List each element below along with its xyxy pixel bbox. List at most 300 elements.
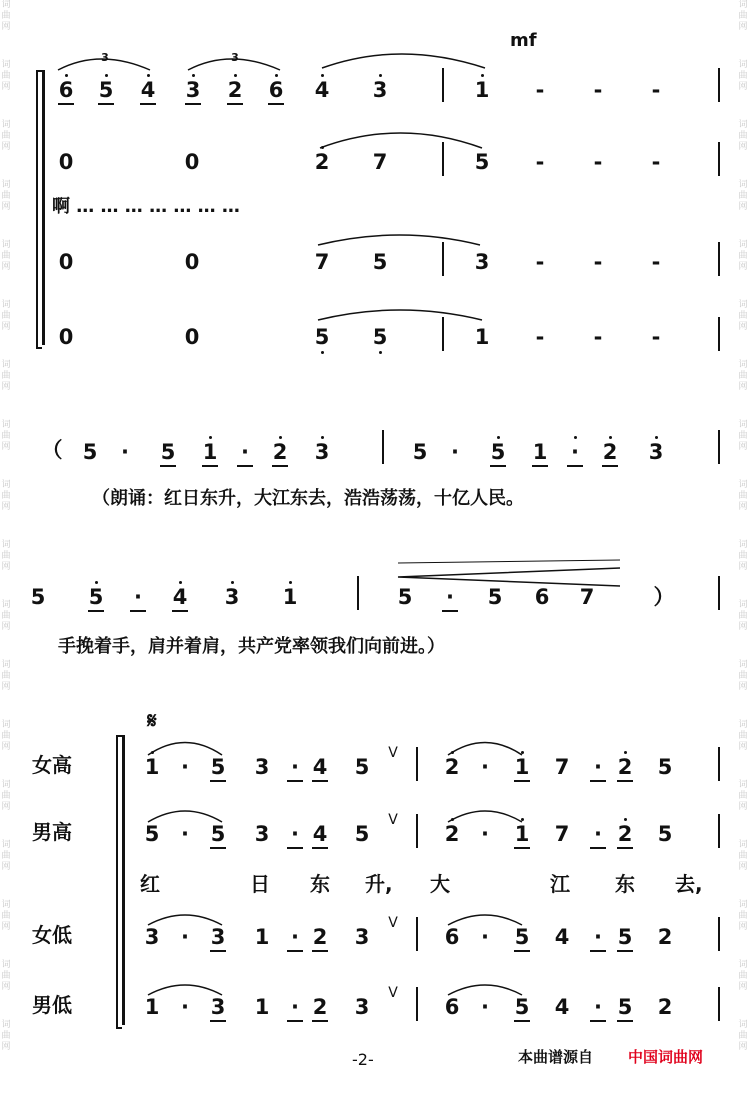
watermark-char: 曲 — [1, 11, 11, 21]
barline — [718, 576, 720, 610]
watermark-char: 曲 — [1, 371, 11, 381]
underline-beam — [514, 1020, 530, 1022]
underline-beam — [312, 1020, 328, 1022]
underline-beam — [210, 780, 226, 782]
barline — [416, 814, 418, 848]
watermark-char: 词 — [1, 60, 11, 70]
barline — [718, 430, 720, 464]
note: 4 — [172, 585, 188, 609]
note: 3 — [372, 78, 388, 102]
underline-beam — [58, 103, 74, 105]
page-number: -2- — [352, 1050, 374, 1069]
watermark-char: 网 — [738, 142, 748, 152]
source-site-link[interactable]: 中国词曲网 — [628, 1048, 704, 1066]
watermark-char: 网 — [738, 202, 748, 212]
note: - — [535, 78, 545, 102]
octave-dot-low — [321, 351, 324, 354]
note: 2 — [444, 755, 460, 779]
watermark-char: 曲 — [1, 431, 11, 441]
watermark-char: 曲 — [738, 191, 748, 201]
barline — [718, 917, 720, 951]
note: · — [594, 755, 602, 779]
watermark-char: 词 — [1, 120, 11, 130]
note: - — [593, 78, 603, 102]
note: 5 — [657, 755, 673, 779]
watermark-char: 词 — [1, 540, 11, 550]
watermark-char: 网 — [1, 442, 11, 452]
octave-dot-high — [574, 436, 577, 439]
note: 1 — [144, 755, 160, 779]
watermark-char: 曲 — [738, 731, 748, 741]
note: 7 — [372, 150, 388, 174]
watermark-char: 词 — [1, 1020, 11, 1030]
watermark-char: 曲 — [738, 971, 748, 981]
watermark-char: 网 — [1, 22, 11, 32]
underline-beam — [514, 780, 530, 782]
watermark-char: 曲 — [1, 191, 11, 201]
barline — [718, 814, 720, 848]
watermark-char: 曲 — [738, 11, 748, 21]
underline-beam — [98, 103, 114, 105]
note: 5 — [98, 78, 114, 102]
underline-beam — [490, 465, 506, 467]
underline-beam — [617, 780, 633, 782]
note: 1 — [474, 78, 490, 102]
watermark-char: 网 — [1, 562, 11, 572]
note: 4 — [140, 78, 156, 102]
note: 2 — [312, 995, 328, 1019]
note: 3 — [474, 250, 490, 274]
barline — [442, 68, 444, 102]
lyric-syllable: 东 — [615, 872, 635, 896]
note: 5 — [474, 150, 490, 174]
watermark-char: 曲 — [738, 311, 748, 321]
underline-beam — [617, 1020, 633, 1022]
watermark-char: 网 — [1, 622, 11, 632]
note: 3 — [210, 995, 226, 1019]
watermark-char: 词 — [738, 960, 748, 970]
watermark-char: 网 — [738, 982, 748, 992]
note: 5 — [210, 755, 226, 779]
note: - — [593, 150, 603, 174]
note: 5 — [487, 585, 503, 609]
watermark-char: 曲 — [1, 251, 11, 261]
watermark-char: 词 — [1, 180, 11, 190]
watermark-char: 曲 — [1, 311, 11, 321]
note: 5 — [372, 325, 388, 349]
watermark-char: 曲 — [738, 791, 748, 801]
watermark-char: 曲 — [1, 671, 11, 681]
watermark-char: 网 — [738, 562, 748, 572]
note: 6 — [58, 78, 74, 102]
breath-mark: V — [388, 745, 398, 761]
watermark-char: 曲 — [1, 491, 11, 501]
lyric-syllable: 去, — [675, 872, 703, 896]
watermark-char: 词 — [738, 900, 748, 910]
octave-dot-high — [275, 74, 278, 77]
underline-beam — [272, 465, 288, 467]
underline-beam — [88, 610, 104, 612]
watermark-char: 曲 — [738, 1031, 748, 1041]
watermark-char: 曲 — [1, 911, 11, 921]
octave-dot-high — [65, 74, 68, 77]
barline — [416, 917, 418, 951]
octave-dot-high — [451, 818, 454, 821]
watermark-char: 网 — [1, 742, 11, 752]
note: 6 — [534, 585, 550, 609]
triplet-mark-1: 3 — [101, 51, 109, 64]
system-line-3 — [122, 735, 125, 1025]
barline — [718, 242, 720, 276]
lyric-syllable: 东 — [310, 872, 330, 896]
watermark-char: 词 — [738, 240, 748, 250]
underline-beam — [590, 780, 606, 782]
note: · — [481, 755, 489, 779]
watermark-char: 词 — [738, 180, 748, 190]
note: 2 — [657, 995, 673, 1019]
lyric-syllable: 升, — [365, 872, 393, 896]
note: 2 — [617, 822, 633, 846]
octave-dot-high — [624, 751, 627, 754]
note: · — [291, 925, 299, 949]
watermark-char: 词 — [738, 120, 748, 130]
watermark-char: 词 — [738, 300, 748, 310]
underline-beam — [312, 950, 328, 952]
watermark-char: 网 — [1, 862, 11, 872]
watermark-char: 词 — [1, 360, 11, 370]
watermark-char: 词 — [738, 540, 748, 550]
note: 5 — [514, 995, 530, 1019]
note: · — [481, 995, 489, 1019]
underline-beam — [237, 465, 253, 467]
watermark-char: 网 — [1, 202, 11, 212]
watermark-char: 网 — [738, 682, 748, 692]
octave-dot-high — [231, 581, 234, 584]
note: 3 — [224, 585, 240, 609]
underline-beam — [617, 847, 633, 849]
note: · — [594, 995, 602, 1019]
watermark-char: 词 — [738, 780, 748, 790]
note: · — [451, 440, 459, 464]
watermark-char: 网 — [738, 922, 748, 932]
note: · — [241, 440, 249, 464]
underline-beam — [442, 610, 458, 612]
note: 4 — [554, 995, 570, 1019]
note: ） — [653, 585, 675, 609]
underline-beam — [287, 780, 303, 782]
underline-beam — [210, 847, 226, 849]
barline — [416, 987, 418, 1021]
note: 2 — [314, 150, 330, 174]
watermark-char: 曲 — [1, 71, 11, 81]
watermark-char: 词 — [1, 240, 11, 250]
lyric-ah: 啊 … … … … … … … — [52, 196, 240, 217]
octave-dot-high — [321, 74, 324, 77]
watermark-char: 词 — [738, 0, 748, 10]
note: 1 — [532, 440, 548, 464]
note: · — [134, 585, 142, 609]
watermark-char: 词 — [1, 960, 11, 970]
note: 7 — [554, 822, 570, 846]
octave-dot-high — [451, 751, 454, 754]
barline — [718, 68, 720, 102]
note: 7 — [314, 250, 330, 274]
watermark-char: 网 — [738, 22, 748, 32]
note: - — [535, 150, 545, 174]
part-label: 男低 — [32, 993, 72, 1017]
watermark-char: 曲 — [738, 671, 748, 681]
watermark-char: 网 — [738, 862, 748, 872]
note: - — [593, 250, 603, 274]
note: 0 — [58, 150, 74, 174]
watermark-char: 曲 — [738, 551, 748, 561]
watermark-char: 曲 — [738, 911, 748, 921]
note: 2 — [312, 925, 328, 949]
watermark-char: 词 — [1, 0, 11, 10]
octave-dot-high — [321, 146, 324, 149]
breath-mark: V — [388, 812, 398, 828]
octave-dot-high — [279, 436, 282, 439]
part-label: 女低 — [32, 923, 72, 947]
barline — [718, 142, 720, 176]
note: 0 — [58, 325, 74, 349]
octave-dot-high — [624, 818, 627, 821]
octave-dot-high — [655, 436, 658, 439]
note: 5 — [397, 585, 413, 609]
barline — [442, 142, 444, 176]
octave-dot-high — [497, 436, 500, 439]
note: · — [291, 755, 299, 779]
watermark-char: 曲 — [1, 731, 11, 741]
note: · — [594, 925, 602, 949]
note: 3 — [254, 822, 270, 846]
watermark-char: 曲 — [738, 491, 748, 501]
part-label: 男高 — [32, 820, 72, 844]
note: 4 — [314, 78, 330, 102]
note: 7 — [554, 755, 570, 779]
breath-mark: V — [388, 915, 398, 931]
octave-dot-high — [192, 74, 195, 77]
watermark-char: 词 — [1, 780, 11, 790]
watermark-char: 网 — [738, 262, 748, 272]
note: 5 — [617, 995, 633, 1019]
note: 5 — [160, 440, 176, 464]
note: 3 — [648, 440, 664, 464]
note: 1 — [144, 995, 160, 1019]
watermark-char: 网 — [738, 1042, 748, 1052]
note: 3 — [354, 925, 370, 949]
underline-beam — [210, 950, 226, 952]
note: 0 — [184, 325, 200, 349]
watermark-char: 网 — [738, 742, 748, 752]
watermark-char: 网 — [738, 82, 748, 92]
note: 2 — [227, 78, 243, 102]
note: 5 — [210, 822, 226, 846]
underline-beam — [172, 610, 188, 612]
watermark-char: 曲 — [1, 971, 11, 981]
underline-beam — [532, 465, 548, 467]
octave-dot-high — [95, 581, 98, 584]
octave-dot-low — [379, 351, 382, 354]
octave-dot-high — [151, 751, 154, 754]
note: 1 — [282, 585, 298, 609]
watermark-char: 网 — [738, 502, 748, 512]
underline-beam — [287, 847, 303, 849]
watermark-char: 词 — [1, 600, 11, 610]
watermark-char: 曲 — [1, 131, 11, 141]
underline-beam — [514, 950, 530, 952]
underline-beam — [617, 950, 633, 952]
note: 6 — [444, 995, 460, 1019]
barline — [416, 747, 418, 781]
watermark-char: 曲 — [1, 551, 11, 561]
lyric-syllable: 大 — [430, 872, 450, 896]
note: - — [651, 325, 661, 349]
underline-beam — [602, 465, 618, 467]
note: 6 — [444, 925, 460, 949]
note: - — [535, 325, 545, 349]
watermark-char: 网 — [1, 1042, 11, 1052]
watermark-char: 曲 — [1, 791, 11, 801]
watermark-char: 词 — [1, 720, 11, 730]
octave-dot-high — [147, 74, 150, 77]
octave-dot-high — [481, 74, 484, 77]
note: 5 — [514, 925, 530, 949]
note: 0 — [184, 150, 200, 174]
note: 3 — [254, 755, 270, 779]
barline — [718, 987, 720, 1021]
octave-dot-high — [289, 581, 292, 584]
barline — [382, 430, 384, 464]
note: 5 — [617, 925, 633, 949]
underline-beam — [287, 950, 303, 952]
watermark-char: 词 — [738, 480, 748, 490]
underline-beam — [312, 780, 328, 782]
note: · — [291, 995, 299, 1019]
note: 5 — [144, 822, 160, 846]
underline-beam — [185, 103, 201, 105]
part-label: 女高 — [32, 753, 72, 777]
note: 1 — [254, 925, 270, 949]
note: - — [651, 250, 661, 274]
watermark-char: 曲 — [738, 851, 748, 861]
watermark-char: 词 — [1, 300, 11, 310]
note: 3 — [354, 995, 370, 1019]
note: 2 — [602, 440, 618, 464]
barline — [718, 317, 720, 351]
barline — [718, 747, 720, 781]
note: 5 — [412, 440, 428, 464]
note: 4 — [554, 925, 570, 949]
note: · — [594, 822, 602, 846]
segno-sign: 𝄋 — [147, 709, 157, 734]
barline — [442, 317, 444, 351]
note: 5 — [657, 822, 673, 846]
note: - — [651, 78, 661, 102]
note: - — [535, 250, 545, 274]
watermark-char: 曲 — [738, 71, 748, 81]
watermark-char: 词 — [738, 660, 748, 670]
watermark-char: 网 — [1, 922, 11, 932]
note: 5 — [314, 325, 330, 349]
watermark-char: 词 — [1, 420, 11, 430]
watermark-char: 曲 — [738, 371, 748, 381]
note: 0 — [184, 250, 200, 274]
watermark-char: 词 — [738, 420, 748, 430]
watermark-char: 曲 — [738, 251, 748, 261]
narration-line-2: 手挽着手，肩并着肩，共产党率领我们向前进。） — [58, 636, 445, 657]
octave-dot-high — [521, 751, 524, 754]
barline — [442, 242, 444, 276]
watermark-char: 网 — [738, 442, 748, 452]
lyric-syllable: 红 — [140, 872, 160, 896]
underline-beam — [130, 610, 146, 612]
note: 3 — [314, 440, 330, 464]
underline-beam — [140, 103, 156, 105]
watermark-char: 网 — [1, 982, 11, 992]
note: 3 — [144, 925, 160, 949]
paren-open: （ — [41, 438, 63, 462]
underline-beam — [227, 103, 243, 105]
note: · — [181, 925, 189, 949]
underline-beam — [287, 1020, 303, 1022]
watermark-char: 网 — [738, 322, 748, 332]
watermark-char: 网 — [1, 262, 11, 272]
underline-beam — [268, 103, 284, 105]
note: - — [593, 325, 603, 349]
watermark-char: 词 — [738, 720, 748, 730]
octave-dot-high — [379, 74, 382, 77]
underline-beam — [160, 465, 176, 467]
watermark-char: 曲 — [738, 611, 748, 621]
note: 1 — [514, 822, 530, 846]
watermark-char: 词 — [738, 1020, 748, 1030]
octave-dot-high — [609, 436, 612, 439]
note: 5 — [30, 585, 46, 609]
note: 2 — [444, 822, 460, 846]
note: 3 — [210, 925, 226, 949]
octave-dot-high — [209, 436, 212, 439]
watermark-char: 曲 — [1, 851, 11, 861]
note: 1 — [254, 995, 270, 1019]
watermark-char: 曲 — [1, 1031, 11, 1041]
note: 4 — [312, 822, 328, 846]
note: 2 — [657, 925, 673, 949]
note: · — [181, 822, 189, 846]
underline-beam — [590, 950, 606, 952]
watermark-char: 词 — [1, 660, 11, 670]
watermark-char: 网 — [1, 322, 11, 332]
note: 5 — [82, 440, 98, 464]
watermark-char: 网 — [1, 682, 11, 692]
octave-dot-high — [179, 581, 182, 584]
note: 3 — [185, 78, 201, 102]
underline-beam — [202, 465, 218, 467]
note: - — [651, 150, 661, 174]
underline-beam — [567, 465, 583, 467]
watermark-char: 词 — [738, 360, 748, 370]
note: 5 — [354, 822, 370, 846]
source-label: 本曲谱源自 — [518, 1048, 594, 1066]
watermark-char: 词 — [738, 60, 748, 70]
note: 2 — [272, 440, 288, 464]
watermark-char: 曲 — [1, 611, 11, 621]
barline — [357, 576, 359, 610]
note: · — [181, 995, 189, 1019]
note: · — [571, 440, 579, 464]
watermark-char: 网 — [738, 802, 748, 812]
watermark-char: 词 — [738, 840, 748, 850]
